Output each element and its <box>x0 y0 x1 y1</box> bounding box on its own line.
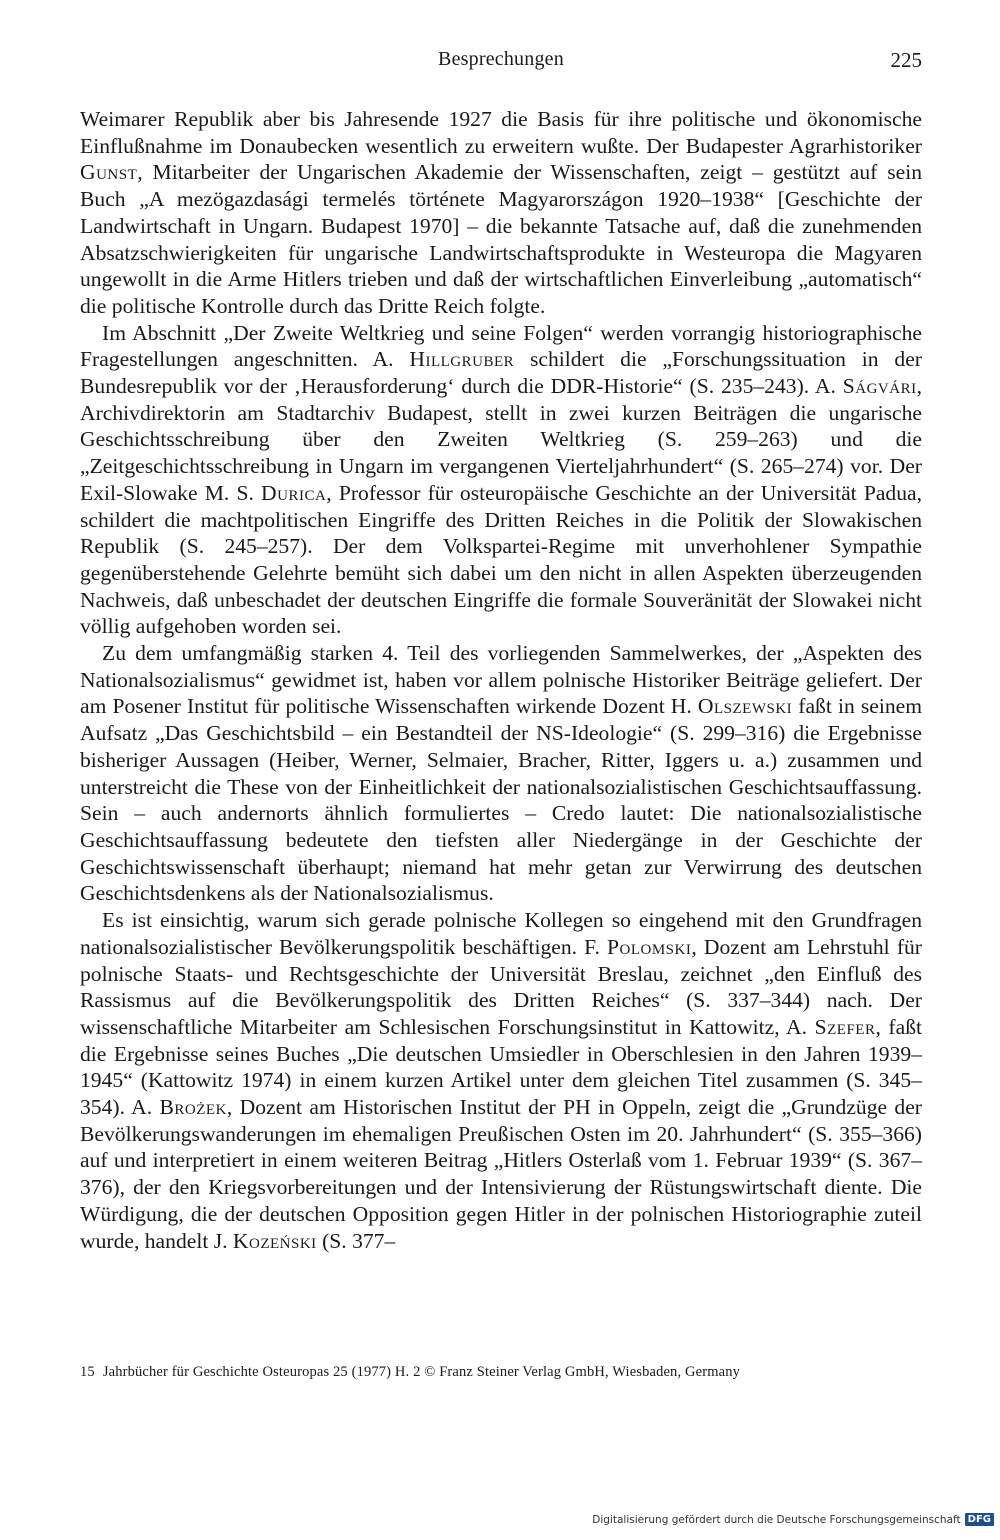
author-name: Olszewski <box>697 694 793 719</box>
article-body <box>80 106 922 1254</box>
paragraph-3: Zu dem umfangmäßig starken 4. Teil des vorliegenden Sammelwerkes, der „Aspekten des Nationalsozialismus“ gewidmet ist, haben vor allem polnische Historiker Beiträge geliefert. Der am Posener Institut für politische Wissenschaften wirkende Dozent H. Olszewski faßt in seinem Aufsatz „Das Geschichtsbild – ein Bestandteil der NS-Ideologie“ (S. 299–316) die Ergebnisse bisheriger Aussagen (Heiber, Werner, Selmaier, Bracher, Ritter, Iggers u. a.) zusammen und unterstreicht die These von der Einheitlichkeit der nationalsozialistischen Geschichtsauffassung. Sein – auch andernorts ähnlich formuliertes – Credo lautet: Die nationalsozialistische Geschichtsauffassung bedeutete den tiefsten aller Niedergänge in der Geschichte der Geschichtswissenschaft überhaupt; niemand hat mehr getan zur Verwirrung des deutschen Geschichtsdenkens als der Nationalsozialismus. <box>80 641 922 906</box>
paragraph-2: Im Abschnitt „Der Zweite Weltkrieg und seine Folgen“ werden vorrangig historiographische Fragestellungen angeschnitten. A. Hillgruber schildert die „Forschungssituation in der Bundesrepublik vor der ‚Herausforderung‘ durch die DDR-Historie“ (S. 235–243). A. Ságvári, Archivdirektorin am Stadtarchiv Budapest, stellt in zwei kurzen Beiträgen die ungarische Geschichtsschreibung über den Zweiten Weltkrieg (S. 259–263) und die „Zeitgeschichtsschreibung in Ungarn im vergangenen Vierteljahrhundert“ (S. 265–274) vor. Der Exil-Slowake M. S. Durica, Professor für osteuropäische Geschichte an der Universität Padua, schildert die machtpolitischen Eingriffe des Dritten Reiches in die Politik der Slowakischen Republik (S. 245–257). Der dem Volkspartei-Regime mit unverhohlener Sympathie gegenüberstehende Gelehrte bemüht sich dabei um den nicht in allen Aspekten überzeugenden Nachweis, daß unbeschadet der deutschen Eingriffe die formale Souveränität der Slowakei nicht völlig aufgehoben worden sei. <box>80 320 923 639</box>
dfg-logo: DFG <box>965 1513 994 1526</box>
paragraph-1: Weimarer Republik aber bis Jahresende 1927 die Basis für ihre politische und ökonomische Einflußnahme im Donaubecken wesentlich zu erweitern wußte. Der Budapester Agrarhistoriker Gunst, Mitarbeiter der Ungarischen Akademie der Wissenschaften, zeigt – gestützt auf sein Buch „A mezögazdasági termelés története Magyarországon 1920–1938“ [Geschichte der Landwirtschaft in Ungarn. Budapest 1970] – die bekannte Tatsache auf, daß die zunehmenden Absatzschwierigkeiten für ungarische Landwirtschaftsprodukte in Westeuropa die Magyaren ungewollt in die Arme Hitlers trieben und daß der wirtschaftlichen Einverleibung „automatisch“ die politische Kontrolle durch das Dritte Reich folgte. <box>80 107 922 318</box>
footnote-text: Jahrbücher für Geschichte Osteuropas 25 (1977) H. 2 © Franz Steiner Verlag GmbH, Wiesbaden, Germany <box>102 1364 741 1380</box>
author-name: Hillgruber <box>409 347 515 372</box>
author-name: Polomski <box>607 934 692 959</box>
running-title: Besprechungen <box>438 48 564 70</box>
digitization-notice <box>592 1513 994 1526</box>
paragraph-4: Es ist einsichtig, warum sich gerade polnische Kollegen so eingehend mit den Grundfragen nationalsozialistischer Bevölkerungspolitik beschäftigen. F. Polomski, Dozent am Lehrstuhl für polnische Staats- und Rechtsgeschichte der Universität Breslau, zeichnet „den Einfluß des Rassismus auf die Bevölkerungspolitik des Dritten Reiches“ (S. 337–344) nach. Der wissenschaftliche Mitarbeiter am Schlesischen Forschungsinstitut in Kattowitz, A. Szefer, faßt die Ergebnisse seines Buches „Die deutschen Umsiedler in Oberschlesien in den Jahren 1939–1945“ (Kattowitz 1974) in einem kurzen Artikel unter dem gleichen Titel zusammen (S. 345–354). A. Brożek, Dozent am Historischen Institut der PH in Oppeln, zeigt die „Grundzüge der Bevölkerungswanderungen im ehemaligen Preußischen Osten im 20. Jahrhundert“ (S. 355–366) auf und interpretiert in einem weiteren Beitrag „Hitlers Osterlaß vom 1. Februar 1939“ (S. 367–376), der den Kriegsvorbereitungen und der Intensivierung der Rüstungswirtschaft diente. Die Würdigung, die der deutschen Opposition gegen Hitler in der polnischen Historiographie zuteil wurde, handelt J. Kozeński (S. 377– <box>80 908 923 1253</box>
footnote <box>80 1364 922 1381</box>
page-header <box>80 48 922 80</box>
author-name: Szefer <box>814 1014 876 1039</box>
author-name: Kozeński <box>232 1228 317 1253</box>
footnote-number: 15 <box>80 1364 95 1380</box>
page-number: 225 <box>890 48 922 72</box>
author-name: Ságvári <box>842 374 917 399</box>
author-name: Brożek <box>159 1095 227 1120</box>
author-name: Durica <box>261 480 327 505</box>
digitization-notice-text: Digitalisierung gefördert durch die Deutsche Forschungsgemeinschaft <box>592 1513 961 1526</box>
author-name: Gunst <box>80 160 138 185</box>
